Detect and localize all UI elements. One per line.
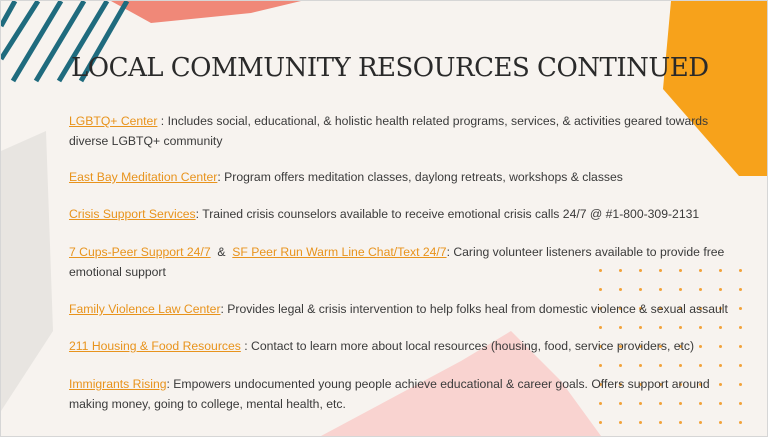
decorative-dot — [659, 288, 662, 291]
decorative-dot — [679, 364, 682, 367]
decorative-dot — [719, 326, 722, 329]
decorative-dot — [599, 288, 602, 291]
decorative-dot — [599, 364, 602, 367]
link-crisis-support-services[interactable]: Crisis Support Services — [69, 207, 196, 221]
resource-description: : Caring volunteer listeners available to provide free emotional support — [69, 245, 725, 279]
decorative-dot — [679, 326, 682, 329]
decorative-dot — [659, 364, 662, 367]
decorative-dot — [619, 288, 622, 291]
decorative-dot — [699, 326, 702, 329]
link-7-cups-peer-support[interactable]: 7 Cups-Peer Support 24/7 — [69, 245, 211, 259]
decorative-dot — [719, 364, 722, 367]
decorative-dot — [639, 421, 642, 424]
decorative-dot — [639, 326, 642, 329]
decorative-dot — [659, 326, 662, 329]
resource-item-peer-support — [69, 242, 741, 282]
decorative-dot — [619, 421, 622, 424]
link-immigrants-rising[interactable]: Immigrants Rising — [69, 377, 167, 391]
link-sf-peer-run-warm-line[interactable]: SF Peer Run Warm Line Chat/Text 24/7 — [232, 245, 447, 259]
decorative-dot — [639, 364, 642, 367]
link-lgbtq-center[interactable]: LGBTQ+ Center — [69, 114, 158, 128]
resource-item-immigrants-rising — [69, 374, 741, 414]
decorative-dot — [699, 364, 702, 367]
resource-item-housing-food — [69, 336, 741, 356]
decorative-dot — [739, 326, 742, 329]
decorative-dot — [739, 421, 742, 424]
resource-item-meditation — [69, 167, 741, 187]
decorative-dot — [639, 288, 642, 291]
link-family-violence-law-center[interactable]: Family Violence Law Center — [69, 302, 221, 316]
resource-description: : Empowers undocumented young people achieve educational & career goals. Offers support around making money, going to college, mental health, etc. — [69, 377, 710, 411]
decorative-dot — [659, 421, 662, 424]
decorative-dot — [679, 288, 682, 291]
decorative-dot — [599, 326, 602, 329]
decorative-dot — [699, 421, 702, 424]
resource-item-lgbtq — [69, 111, 741, 151]
link-211-housing-food-resources[interactable]: 211 Housing & Food Resources — [69, 339, 241, 353]
decorative-dot — [619, 364, 622, 367]
decorative-dot — [619, 326, 622, 329]
resource-description: : Includes social, educational, & holistic health related programs, services, & activities geared towards diverse LGBTQ+ community — [69, 114, 709, 148]
decorative-dot — [599, 421, 602, 424]
resource-description: : Contact to learn more about local resources (housing, food, service providers, etc) — [240, 339, 695, 353]
decorative-dot — [699, 288, 702, 291]
link-separator: & — [210, 245, 233, 259]
resource-description: : Trained crisis counselors available to receive emotional crisis calls 24/7 @ #1-800-309-2131 — [195, 207, 700, 221]
decorative-dot — [719, 421, 722, 424]
decorative-dot — [679, 421, 682, 424]
page-title: LOCAL COMMUNITY RESOURCES CONTINUED — [71, 53, 709, 83]
resource-item-family-violence — [69, 299, 741, 319]
resource-description: : Provides legal & crisis intervention to help folks heal from domestic violence & sexual assault — [220, 302, 728, 316]
decorative-dot — [719, 288, 722, 291]
link-east-bay-meditation-center[interactable]: East Bay Meditation Center — [69, 170, 218, 184]
resource-description: : Program offers meditation classes, daylong retreats, workshops & classes — [217, 170, 623, 184]
resource-item-crisis-support — [69, 204, 741, 224]
decorative-dot — [739, 364, 742, 367]
decorative-dot — [739, 288, 742, 291]
